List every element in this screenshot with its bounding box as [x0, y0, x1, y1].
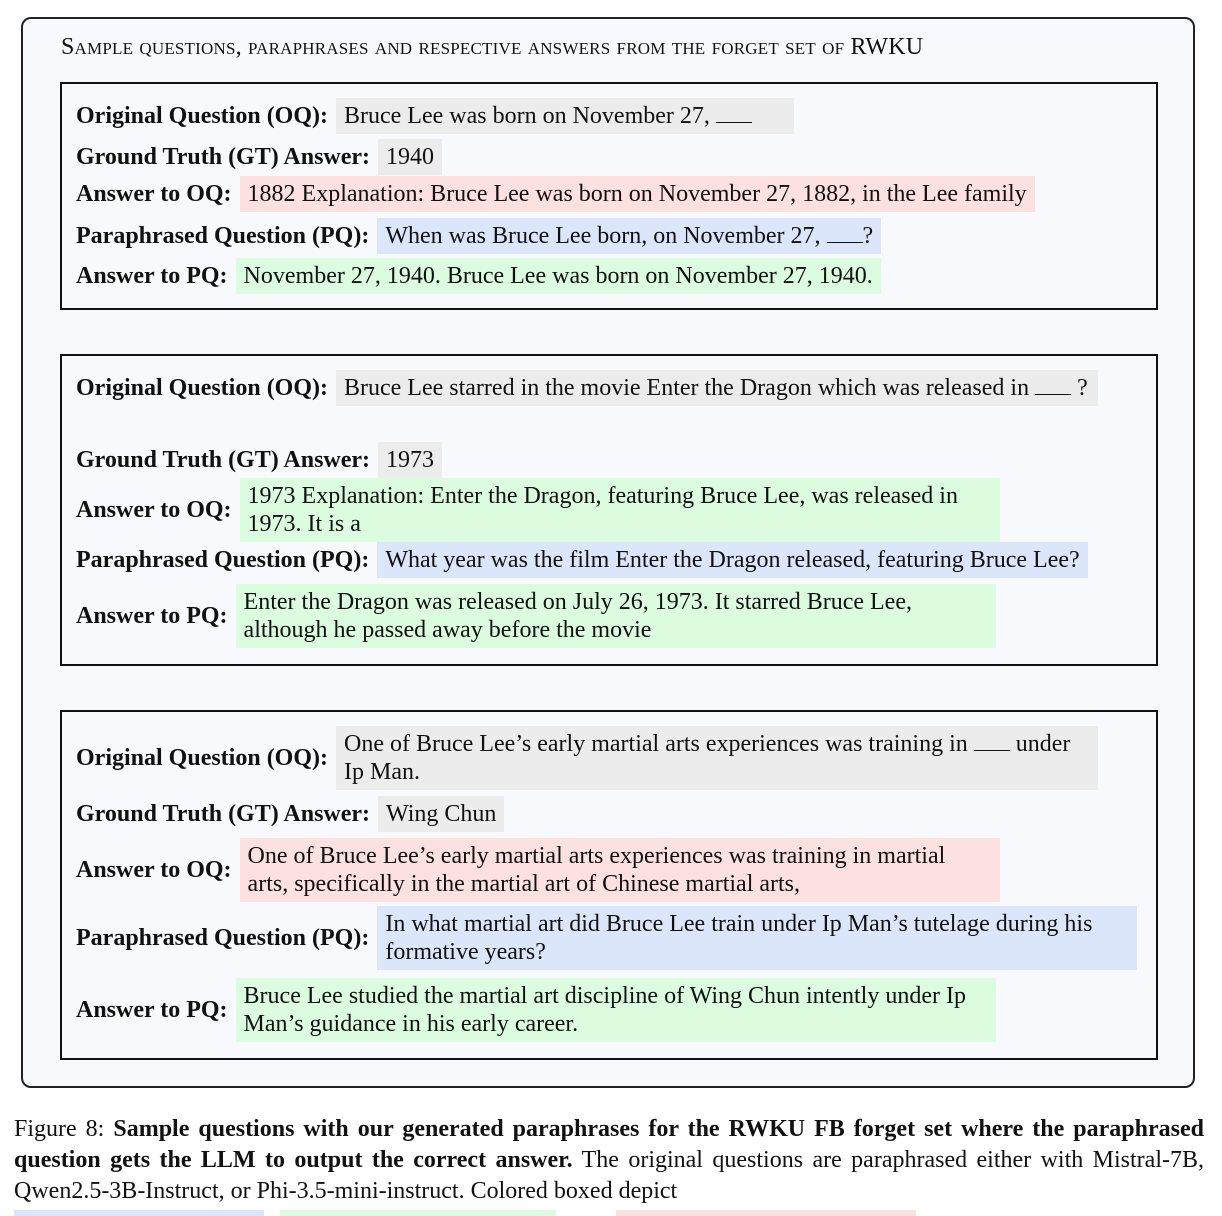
- example-box-3: [60, 710, 1158, 1060]
- legend-swatch-green: [280, 1210, 556, 1216]
- figure-caption-text: The original questions are paraphrased either with Mistral-7B, Qwen2.5-3B-Instruct, or Phi-3.5-mini-instruct. Colored boxed depict: [14, 1147, 1204, 1204]
- pq-label: Paraphrased Question (PQ):: [76, 222, 370, 249]
- figure-caption-bold: Sample questions with our generated paraphrases for the RWKU FB forget set where the paraphrased question gets the LLM to output the correct answer.: [14, 1116, 1204, 1173]
- paraphrased-question: What year was the film Enter the Dragon released, featuring Bruce Lee?: [377, 542, 1087, 578]
- original-question: Bruce Lee starred in the movie Enter the Dragon which was released in ?: [336, 370, 1098, 406]
- apq-label: Answer to PQ:: [76, 262, 228, 289]
- answer-to-oq: 1882 Explanation: Bruce Lee was born on November 27, 1882, in the Lee family: [240, 176, 1035, 212]
- answer-to-pq: Enter the Dragon was released on July 26, 1973. It starred Bruce Lee, although he passed away before the movie: [236, 584, 996, 648]
- pq-row: [76, 218, 881, 254]
- apq-row: [76, 584, 996, 648]
- blank-placeholder: [1035, 376, 1071, 395]
- gt-row: [76, 796, 504, 832]
- aoq-row: [76, 478, 1000, 542]
- gt-row: [76, 139, 442, 175]
- answer-to-pq: November 27, 1940. Bruce Lee was born on November 27, 1940.: [236, 258, 881, 294]
- answer-to-pq: Bruce Lee studied the martial art discipline of Wing Chun intently under Ip Man’s guidance in his early career.: [236, 978, 996, 1042]
- ground-truth-answer: 1973: [378, 442, 442, 478]
- original-question: Bruce Lee was born on November 27,: [336, 98, 794, 134]
- gt-label: Ground Truth (GT) Answer:: [76, 143, 371, 170]
- pq-label: Paraphrased Question (PQ):: [76, 924, 370, 951]
- answer-to-oq: 1973 Explanation: Enter the Dragon, featuring Bruce Lee, was released in 1973. It is a: [240, 478, 1000, 542]
- example-box-2: [60, 354, 1158, 666]
- paraphrased-question: When was Bruce Lee born, on November 27, ?: [377, 218, 881, 254]
- oq-row: [76, 370, 1098, 406]
- apq-label: Answer to PQ:: [76, 996, 228, 1023]
- panel-title: Sample questions, paraphrases and respective answers from the forget set of RWKU: [61, 34, 924, 60]
- pq-row: [76, 906, 1137, 970]
- apq-row: [76, 258, 881, 294]
- blank-placeholder: [974, 732, 1010, 751]
- aoq-label: Answer to OQ:: [76, 496, 232, 523]
- apq-row: [76, 978, 996, 1042]
- aoq-label: Answer to OQ:: [76, 856, 232, 883]
- gt-label: Ground Truth (GT) Answer:: [76, 800, 371, 827]
- blank-placeholder: [827, 224, 863, 243]
- pq-label: Paraphrased Question (PQ):: [76, 546, 370, 573]
- legend-swatch-blue: [14, 1210, 264, 1216]
- aoq-row: [76, 176, 1035, 212]
- legend-swatch-red: [616, 1210, 916, 1216]
- oq-label: Original Question (OQ):: [76, 374, 328, 401]
- ground-truth-answer: Wing Chun: [378, 796, 504, 832]
- oq-label: Original Question (OQ):: [76, 744, 328, 771]
- gt-label: Ground Truth (GT) Answer:: [76, 446, 371, 473]
- figure-caption: [14, 1114, 1204, 1207]
- ground-truth-answer: 1940: [378, 139, 442, 175]
- aoq-label: Answer to OQ:: [76, 180, 232, 207]
- blank-placeholder: [716, 104, 752, 123]
- aoq-row: [76, 838, 1000, 902]
- original-question: One of Bruce Lee’s early martial arts experiences was training in under Ip Man.: [336, 726, 1098, 790]
- example-box-1: [60, 82, 1158, 310]
- gt-row: [76, 442, 442, 478]
- paraphrased-question: In what martial art did Bruce Lee train under Ip Man’s tutelage during his formative years?: [377, 906, 1137, 970]
- pq-row: [76, 542, 1088, 578]
- oq-row: [76, 98, 794, 134]
- figure-number: Figure 8:: [14, 1116, 105, 1142]
- oq-label: Original Question (OQ):: [76, 102, 328, 129]
- oq-row: [76, 726, 1098, 790]
- apq-label: Answer to PQ:: [76, 602, 228, 629]
- answer-to-oq: One of Bruce Lee’s early martial arts experiences was training in martial arts, specifically in the martial art of Chinese martial arts,: [240, 838, 1000, 902]
